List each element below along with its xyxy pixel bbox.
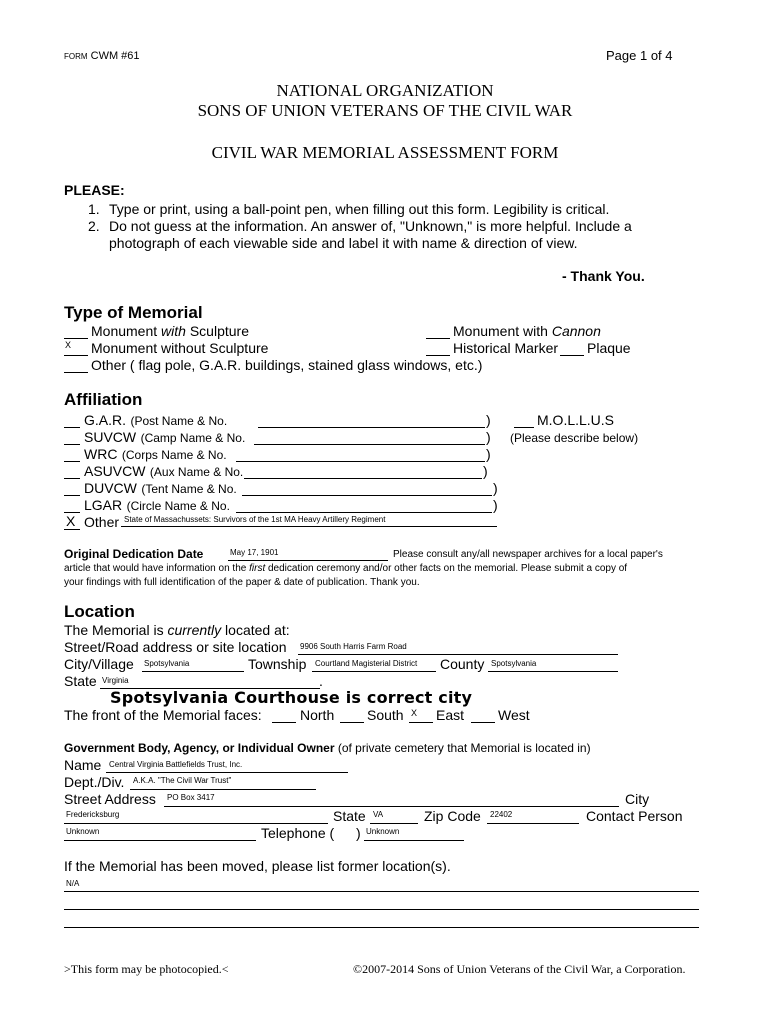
dedication-note-c: your findings with full identification of the paper & date of publication. Thank you.: [64, 577, 420, 588]
wrc-label: [84, 446, 227, 464]
moved-question: If the Memorial has been moved, please list former location(s).: [64, 858, 451, 874]
owner-city-line[interactable]: [64, 823, 328, 824]
suvcw-close-paren: ): [486, 429, 491, 445]
blank-mollus[interactable]: [514, 427, 534, 428]
blank-suvcw[interactable]: [64, 444, 80, 445]
blank-north[interactable]: [272, 722, 296, 723]
instruction-2a: Do not guess at the information. An answer of, "Unknown," is more helpful. Include a: [109, 218, 632, 234]
owner-street-line[interactable]: [164, 806, 619, 807]
township-value: Courtland Magisterial District: [315, 659, 418, 668]
monument-without-sculpture-label: Monument without Sculpture: [91, 340, 269, 356]
lgar-label: [84, 497, 230, 515]
owner-state-value: VA: [373, 810, 384, 819]
asuvcw-label: [84, 463, 243, 481]
monument-with-cannon-label: [453, 323, 601, 339]
other-affiliation-line[interactable]: [121, 526, 497, 527]
telephone-close-paren: ): [356, 825, 361, 841]
state-period: .: [319, 673, 323, 689]
duvcw-label: [84, 480, 237, 498]
owner-heading: [64, 741, 591, 755]
owner-name-label: Name: [64, 757, 102, 773]
telephone-label: Telephone (: [261, 825, 335, 841]
dept-label: Dept./Div.: [64, 774, 125, 790]
blank-other-type[interactable]: [64, 372, 88, 373]
thank-you: - Thank You.: [562, 268, 645, 284]
moved-value: N/A: [66, 879, 80, 888]
plaque-label: Plaque: [587, 340, 631, 356]
wrc-close-paren: ): [486, 446, 491, 462]
duvcw-close-paren: ): [493, 480, 498, 496]
city-village-value: Spotsylvania: [144, 659, 190, 668]
asuvcw-line[interactable]: [244, 478, 482, 479]
other-affiliation-value: State of Massachussets: Survivors of the 1st MA Heavy Artillery Regiment: [124, 515, 386, 524]
lgar-line[interactable]: [236, 512, 492, 513]
east-label: East: [436, 707, 465, 723]
with-word: with: [161, 323, 186, 339]
telephone-line[interactable]: [364, 840, 464, 841]
suvcw-text: SUVCW: [84, 429, 137, 445]
blank-monument-without-sculpture[interactable]: [64, 355, 88, 356]
affiliation-heading: Affiliation: [64, 390, 143, 409]
blank-wrc[interactable]: [64, 461, 80, 462]
lgar-close-paren: ): [493, 497, 498, 513]
footer-photocopy: >This form may be photocopied.<: [64, 962, 229, 976]
street-location-value: 9906 South Harris Farm Road: [300, 642, 407, 651]
street-location-line[interactable]: [298, 654, 618, 655]
contact-person-line[interactable]: [64, 840, 256, 841]
mollus-label: M.O.L.L.U.S: [537, 412, 615, 428]
wrc-text: WRC: [84, 446, 118, 462]
note-b-first: first: [249, 563, 266, 574]
zip-label: Zip Code: [424, 808, 481, 824]
instruction-2b: photograph of each viewable side and label it with name & direction of view.: [109, 235, 578, 251]
currently-a: The Memorial is: [64, 622, 168, 638]
owner-name-value: Central Virginia Battlefields Trust, Inc.: [109, 760, 243, 769]
monument-with-text: Monument: [91, 323, 162, 339]
moved-line-3[interactable]: [64, 927, 699, 928]
dept-value: A.K.A. "The Civil War Trust": [133, 776, 232, 785]
street-location-label: Street/Road address or site location: [64, 639, 287, 655]
dedication-value: May 17, 1901: [230, 548, 279, 557]
gar-detail: (Post Name & No.: [130, 414, 228, 428]
currently-b: located at:: [221, 622, 290, 638]
contact-person-label: Contact Person: [586, 808, 683, 824]
please-label: PLEASE:: [64, 182, 125, 198]
form-prefix: FORM: [64, 52, 88, 61]
county-value: Spotsylvania: [491, 659, 537, 668]
currently-word: currently: [167, 622, 222, 638]
dedication-line[interactable]: [228, 560, 388, 561]
city-village-label: City/Village: [64, 656, 134, 672]
note-b-start: article that would have information on the: [64, 563, 250, 574]
township-line[interactable]: [312, 671, 436, 672]
owner-state-line[interactable]: [370, 823, 418, 824]
instruction-2-num: 2.: [88, 218, 100, 234]
suvcw-detail: (Camp Name & No.: [140, 431, 246, 445]
gar-close-paren: ): [486, 412, 491, 428]
moved-line-1[interactable]: [64, 891, 699, 892]
telephone-value: Unknown: [366, 827, 400, 836]
owner-state-label: State: [333, 808, 366, 824]
wrc-line[interactable]: [236, 461, 485, 462]
currently-located: [64, 622, 290, 638]
note-b-end: dedication ceremony and/or other facts on the memorial. Please submit a copy of: [265, 563, 628, 574]
form-title: CIVIL WAR MEMORIAL ASSESSMENT FORM: [211, 143, 559, 162]
township-label: Township: [248, 656, 307, 672]
south-label: South: [367, 707, 404, 723]
page-number: Page 1 of 4: [606, 48, 673, 63]
blank-south[interactable]: [340, 722, 364, 723]
blank-east[interactable]: [409, 722, 433, 723]
handwritten-city-correction: Spotsylvania Courthouse is correct city: [110, 688, 473, 707]
dedication-note-a: Please consult any/all newspaper archives for a local paper's: [393, 549, 663, 560]
lgar-detail: (Circle Name & No.: [126, 499, 230, 513]
blank-monument-with-cannon[interactable]: [426, 338, 450, 339]
suvcw-label: [84, 429, 245, 447]
zip-line[interactable]: [487, 823, 579, 824]
form-number: [64, 50, 140, 62]
lgar-text: LGAR: [84, 497, 123, 513]
blank-asuvcw[interactable]: [64, 478, 80, 479]
asuvcw-detail: (Aux Name & No.: [149, 465, 244, 479]
monument-with-sculpture-label: [91, 323, 249, 339]
other-affiliation-label: Other: [84, 514, 120, 530]
form-code: CWM #61: [90, 50, 140, 62]
county-line[interactable]: [488, 671, 618, 672]
dedication-note-b: [64, 563, 627, 574]
monument-with-cannon-text: Monument with: [453, 323, 552, 339]
gar-line[interactable]: [258, 427, 485, 428]
owner-name-line[interactable]: [106, 772, 348, 773]
other-type-label: Other ( flag pole, G.A.R. buildings, stained glass windows, etc.): [91, 357, 483, 373]
location-heading: Location: [64, 602, 135, 621]
owner-street-value: PO Box 3417: [167, 793, 215, 802]
state-label: State: [64, 673, 97, 689]
zip-value: 22402: [490, 810, 513, 819]
faces-label: The front of the Memorial faces:: [64, 707, 262, 723]
org-line-1: NATIONAL ORGANIZATION: [276, 81, 494, 100]
state-value: Virginia: [102, 676, 129, 685]
north-label: North: [300, 707, 335, 723]
cannon-word: Cannon: [551, 323, 601, 339]
owner-heading-bold: Government Body, Agency, or Individual Owner: [64, 741, 335, 755]
blank-historical-marker[interactable]: [426, 355, 450, 356]
org-line-2: SONS OF UNION VETERANS OF THE CIVIL WAR: [197, 101, 573, 120]
other-affiliation-mark: X: [66, 513, 76, 529]
mollus-note: (Please describe below): [510, 431, 639, 445]
owner-heading-rest: (of private cemetery that Memorial is located in): [334, 741, 591, 755]
east-mark: X: [411, 708, 418, 718]
west-label: West: [498, 707, 530, 723]
instruction-1-num: 1.: [88, 201, 100, 217]
owner-city-label: City: [625, 791, 650, 807]
contact-person-value: Unknown: [66, 827, 100, 836]
county-label: County: [440, 656, 485, 672]
type-of-memorial-heading: Type of Memorial: [64, 303, 203, 322]
blank-plaque[interactable]: [560, 355, 584, 356]
blank-west[interactable]: [471, 722, 495, 723]
duvcw-line[interactable]: [242, 495, 492, 496]
suvcw-line[interactable]: [254, 444, 485, 445]
blank-other-affiliation[interactable]: [64, 529, 80, 530]
asuvcw-close-paren: ): [483, 463, 488, 479]
historical-marker-label: Historical Marker: [453, 340, 559, 356]
duvcw-text: DUVCW: [84, 480, 137, 496]
dept-line[interactable]: [130, 789, 316, 790]
blank-duvcw[interactable]: [64, 495, 80, 496]
owner-street-label: Street Address: [64, 791, 156, 807]
wrc-detail: (Corps Name & No.: [121, 448, 227, 462]
blank-gar[interactable]: [64, 427, 80, 428]
instruction-1: Type or print, using a ball-point pen, when filling out this form. Legibility is critical.: [109, 201, 610, 217]
owner-city-value: Fredericksburg: [66, 810, 120, 819]
duvcw-detail: (Tent Name & No.: [141, 482, 237, 496]
moved-line-2[interactable]: [64, 909, 699, 910]
gar-label: [84, 412, 227, 430]
city-village-line[interactable]: [142, 671, 244, 672]
gar-text: G.A.R.: [84, 412, 127, 428]
dedication-label: Original Dedication Date: [64, 547, 204, 561]
asuvcw-text: ASUVCW: [84, 463, 146, 479]
footer-copyright: ©2007-2014 Sons of Union Veterans of the Civil War, a Corporation.: [353, 962, 686, 976]
monument-without-sculpture-mark: X: [65, 340, 72, 350]
sculpture-text: Sculpture: [185, 323, 249, 339]
blank-monument-with-sculpture[interactable]: [64, 338, 88, 339]
